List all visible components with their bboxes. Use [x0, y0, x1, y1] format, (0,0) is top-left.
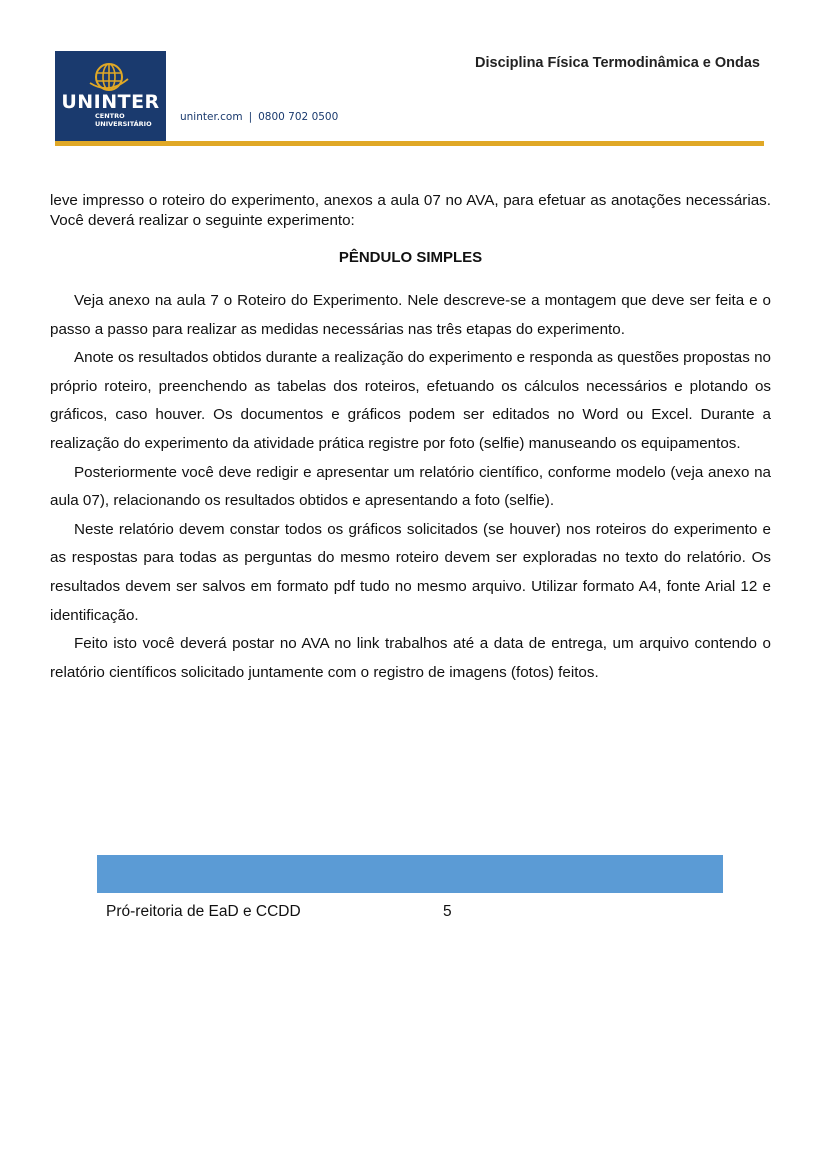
logo-subtitle-line-2: UNIVERSITÁRIO — [95, 119, 152, 128]
globe-icon — [88, 61, 130, 93]
document-header-title: Disciplina Física Termodinâmica e Ondas — [475, 55, 760, 71]
footer-bar — [97, 855, 723, 893]
footer-department: Pró-reitoria de EaD e CCDD — [106, 903, 301, 920]
contact-separator: | — [248, 111, 253, 123]
uninter-logo — [55, 51, 166, 142]
logo-brand-name: UNINTER — [61, 91, 160, 113]
body-text — [50, 287, 771, 687]
body-paragraph-2: Anote os resultados obtidos durante a realização do experimento e responda as questões propostas no próprio roteiro, preenchendo as tabelas dos roteiros, efetuando os cálculos necessários e plotando os gráficos, caso houver. Os documentos e gráficos podem ser editados no Word ou Excel. Durante a realização do experimento da atividade prática registre por foto (selfie) manuseando os equipamentos. — [50, 349, 771, 452]
body-paragraph-1: Veja anexo na aula 7 o Roteiro do Experimento. Nele descreve-se a montagem que deve ser feita e o passo a passo para realizar as medidas necessárias nas três etapas do experimento. — [50, 292, 771, 338]
phone-number: 0800 702 0500 — [258, 111, 339, 123]
logo-subtitle — [95, 113, 152, 128]
logo-subtitle-line-1: CENTRO — [95, 112, 125, 120]
header-accent-bar — [55, 141, 764, 146]
section-title: PÊNDULO SIMPLES — [338, 249, 483, 266]
body-paragraph-3: Posteriormente você deve redigir e apresentar um relatório científico, conforme modelo (veja anexo na aula 07), relacionando os resultados obtidos e apresentando a foto (selfie). — [50, 463, 771, 510]
body-paragraph-4: Neste relatório devem constar todos os gráficos solicitados (se houver) nos roteiros do experimento e as respostas para todas as perguntas do mesmo roteiro devem ser exploradas no texto do relatório. Os resultados devem ser salvos em formato pdf tudo no mesmo arquivo. Utilizar formato A4, fonte Arial 12 e identificação. — [50, 520, 771, 624]
contact-info — [180, 111, 338, 123]
page-number: 5 — [443, 903, 452, 920]
intro-paragraph: leve impresso o roteiro do experimento, anexos a aula 07 no AVA, para efetuar as anotações necessárias. Você deverá realizar o seguinte experimento: — [50, 192, 771, 229]
website-text: uninter.com — [180, 111, 243, 123]
body-paragraph-5: Feito isto você deverá postar no AVA no link trabalhos até a data de entrega, um arquivo contendo o relatório científicos solicitado juntamente com o registro de imagens (fotos) feitos. — [50, 635, 771, 681]
